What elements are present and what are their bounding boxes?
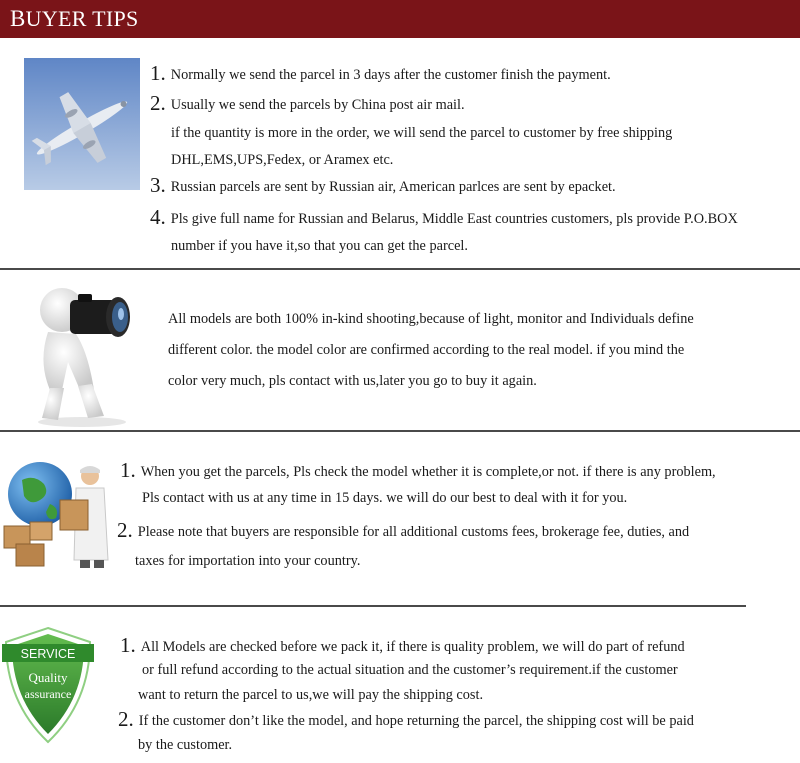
tip-2-line: 2. Usually we send the parcels by China post air mail. [150, 91, 465, 115]
tip-1-line: 1. Normally we send the parcel in 3 days after the customer finish the payment. [150, 61, 611, 85]
return-cost-line-2: by the customer. [138, 737, 233, 753]
badge-service-text: SERVICE [20, 647, 76, 661]
quality-check-line-3: want to return the parcel to us,we will pay the shipping cost. [138, 687, 484, 703]
models-note-line-2: different color. the model color are confirmed according to the real model. if you mind the [168, 342, 685, 358]
badge-assurance-text: assurance [24, 687, 72, 701]
tip-4-line: 4. Pls give full name for Russian and Belarus, Middle East countries customers, pls provide P.O.BOX [150, 205, 738, 229]
models-note-line-3: color very much, pls contact with us,later you go to buy it again. [168, 373, 537, 389]
tip-2-line-3: DHL,EMS,UPS,Fedex, or Aramex etc. [171, 152, 394, 168]
header-bar [0, 0, 800, 38]
check-parcel-line: 1. When you get the parcels, Pls check the model whether it is complete,or not. if there is any problem, [120, 458, 716, 482]
airplane-photo-icon [24, 58, 140, 190]
customs-fee-line: 2. Please note that buyers are responsible for all additional customs fees, brokerage fee, duties, and [117, 518, 690, 542]
customs-fee-line-2: taxes for importation into your country. [135, 553, 361, 569]
models-note-line-1: All models are both 100% in-kind shooting,because of light, monitor and Individuals define [168, 311, 694, 327]
tip-4-line-2: number if you have it,so that you can get the parcel. [171, 238, 468, 254]
return-cost-line: 2. If the customer don’t like the model, and hope returning the parcel, the shipping cost will be paid [118, 707, 694, 731]
check-parcel-line-2: Pls contact with us at any time in 15 days. we will do our best to deal with it for you. [142, 490, 628, 506]
badge-quality-text: Quality [28, 670, 68, 685]
page-title: BUYER TIPS [10, 6, 139, 31]
globe-courier-icon [0, 460, 116, 570]
section-divider-2 [0, 430, 800, 432]
service-shield-badge-icon [2, 626, 94, 744]
section-divider-3 [0, 605, 746, 607]
section-divider-1 [0, 268, 800, 270]
camera-man-icon [28, 282, 136, 428]
quality-check-line-2: or full refund according to the actual situation and the customer’s requirement.if the customer [142, 662, 678, 678]
tip-2-line-2: if the quantity is more in the order, we will send the parcel to customer by free shipping [171, 125, 673, 141]
quality-check-line: 1. All Models are checked before we pack it, if there is quality problem, we will do part of refund [120, 633, 685, 657]
tip-3-line: 3. Russian parcels are sent by Russian air, American parlces are sent by epacket. [150, 173, 616, 197]
